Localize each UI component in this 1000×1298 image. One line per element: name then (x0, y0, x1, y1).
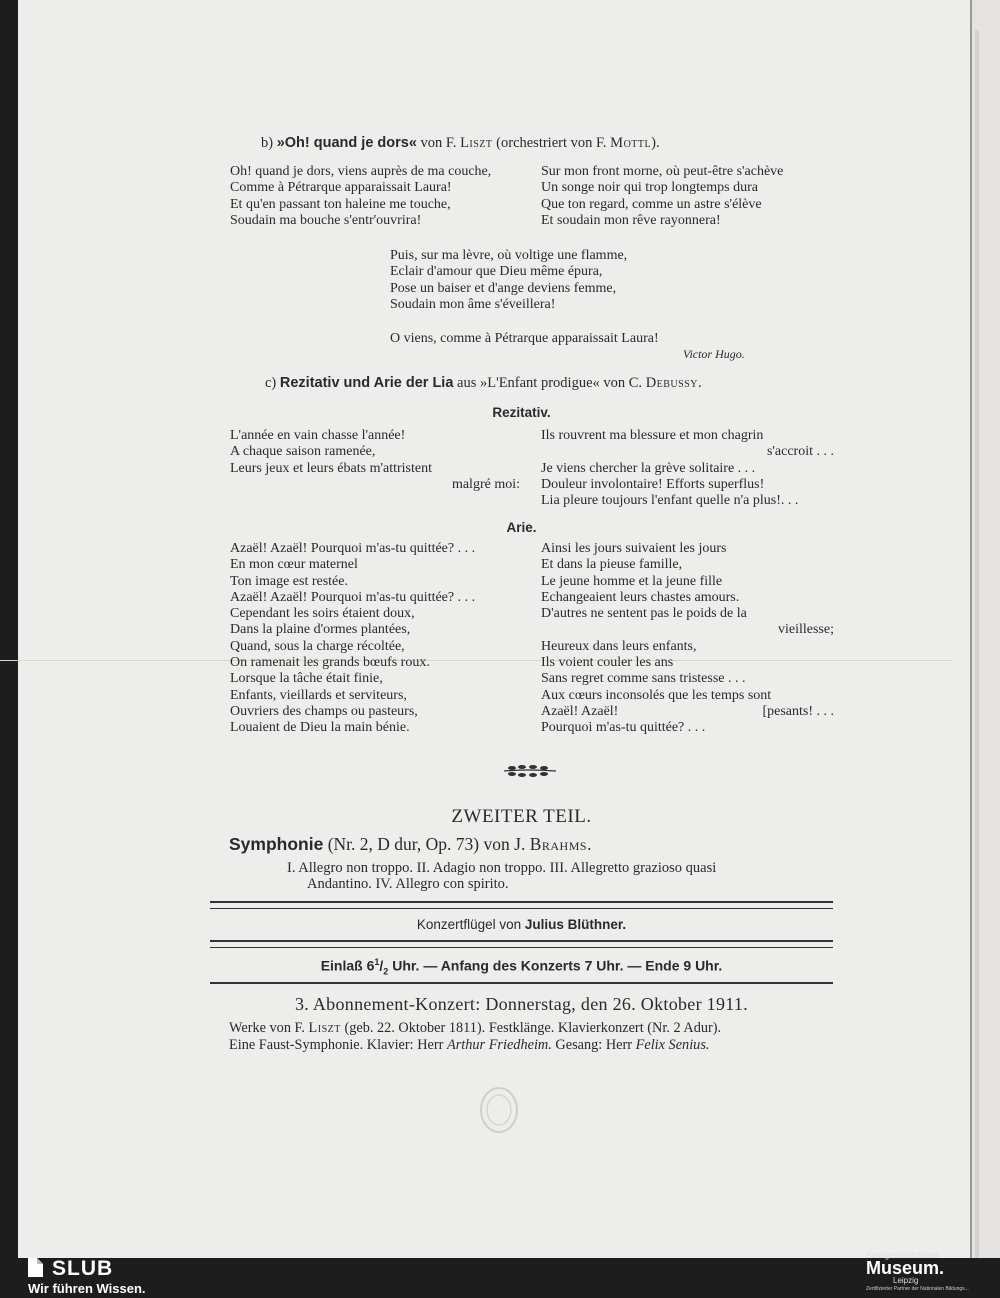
slub-logo-icon (28, 1258, 43, 1277)
movements-line-1: I. Allegro non troppo. II. Adagio non troppo. III. Allegretto grazioso quasi (287, 860, 717, 876)
poem-b-left: Oh! quand je dors, viens auprès de ma couche, Comme à Pétrarque apparaissait Laura! Et qu'en passant ton haleine me touche, Soudain ma bouche s'entr'ouvrira! (230, 164, 492, 228)
section-c-heading: c) Rezitativ und Arie der Lia aus »L'Enfant prodigue« von C. Debussy. (265, 375, 702, 391)
embossed-stamp (478, 1085, 520, 1135)
adjacent-page-band (975, 30, 979, 1258)
museum-logo[interactable]: Museum. (866, 1258, 945, 1278)
poem-b-center: Puis, sur ma lèvre, où voltige une flamme, Eclair d'amour que Dieu même épura, Pose un baiser et d'ange deviens femme, Soudain mon âme s'éveillera! (390, 248, 628, 312)
arie-left: Azaël! Azaël! Pourquoi m'as-tu quittée? . . . En mon cœur maternel Ton image est restée. Azaël! Azaël! Pourquoi m'as-tu quittée? . . . Cependant les soirs étaient doux, Dans la plaine d'ormes plantées, Quand, sous la charge récoltée, On ramenait les grands bœufs roux. Lorsque la tâche était finie, Enfants, vieillards et serviteurs, Ouvriers des champs ou pasteurs, Louaient de Dieu la main bénie. (230, 541, 476, 736)
arranger-name: Mottl (610, 135, 652, 151)
section-b-heading: b) »Oh! quand je dors« von F. Liszt (orchestriert von F. Mottl). (261, 135, 660, 151)
aria-title: Rezitativ und Arie der Lia (279, 375, 454, 391)
movements-line-2: Andantino. IV. Allegro con spirito. (307, 876, 509, 892)
double-rule (210, 940, 833, 948)
arie-right: Ainsi les jours suivaient les jours Et dans la pieuse famille, Le jeune homme et la jeune fille Echangeaient leurs chastes amours. D'autres ne sentent pas le poids de la vieillesse; Heureux dans leurs enfants, Ils voient couler les ans Sans regret comme sans tristesse . . . Aux cœurs inconsolés que les temps sont Azaël! Azaël! [pesants! . . . Pourquoi m'as-tu quittée? . . . (541, 541, 834, 736)
museum-logo-small: Stadtgeschichtliches (866, 1251, 939, 1260)
museum-partner-note: Zertifizierter Partner der Nationalen Bildungs... (866, 1286, 969, 1292)
laurel-ornament (500, 763, 560, 779)
piano-credit: Konzertflügel von Julius Blüthner. (416, 917, 627, 932)
pianist-name: Arthur Friedheim. (446, 1037, 552, 1053)
page-gutter (970, 0, 972, 1258)
part-heading: ZWEITER TEIL. (451, 806, 592, 827)
rezitativ-left: L'année en vain chasse l'année! A chaque saison ramenée, Leurs jeux et leurs ébats m'attristent malgré moi: (230, 428, 520, 492)
composer-name: Liszt (460, 135, 493, 151)
museum-city: Leipzig (893, 1276, 919, 1285)
poem-b-final-line: O viens, comme à Pétrarque apparaissait Laura! (390, 331, 659, 346)
single-rule (210, 982, 833, 984)
symphony-line: Symphonie (Nr. 2, D dur, Op. 73) von J. Brahms. (229, 834, 592, 854)
piano-maker: Julius Blüthner. (524, 917, 627, 932)
singer-name: Felix Senius. (635, 1037, 710, 1053)
composer-name: Brahms (529, 834, 588, 854)
next-concert-line-2: Eine Faust-Symphonie. Klavier: Herr Arthur Friedheim. Gesang: Herr Felix Senius. (229, 1037, 710, 1053)
poem-author: Victor Hugo. (683, 347, 745, 361)
song-title: »Oh! quand je dors« (276, 135, 417, 151)
composer-name: Debussy (645, 375, 699, 391)
slub-slogan: Wir führen Wissen. (28, 1281, 146, 1296)
rezitativ-right: Ils rouvrent ma blessure et mon chagrin s'accroit . . . Je viens chercher la grève solitaire . . . Douleur involontaire! Efforts superflus! Lia pleure toujours l'enfant quelle n'a plus!. . . (541, 428, 834, 509)
symphony-title: Symphonie (229, 834, 324, 854)
slub-logo-text[interactable]: SLUB (52, 1257, 114, 1280)
double-rule (210, 901, 833, 909)
next-concert-line-1: Werke von F. Liszt (geb. 22. Oktober 1811). Festklänge. Klavierkonzert (Nr. 2 Adur). (229, 1020, 722, 1036)
concert-times: Einlaß $6^1/_2$ Uhr. — Anfang des Konzerts 7 Uhr. — Ende 9 Uhr. (320, 957, 723, 977)
arie-heading: Arie. (506, 520, 537, 535)
next-concert-title: 3. Abonnement-Konzert: Donnerstag, den 26. Oktober 1911. (294, 994, 749, 1014)
rezitativ-heading: Rezitativ. (492, 405, 551, 420)
viewer-footer (0, 1258, 1000, 1298)
poem-b-right: Sur mon front morne, où peut-être s'achève Un songe noir qui trop longtemps dura Que ton regard, comme un astre s'élève Et soudain mon rêve rayonnera! (541, 164, 784, 228)
